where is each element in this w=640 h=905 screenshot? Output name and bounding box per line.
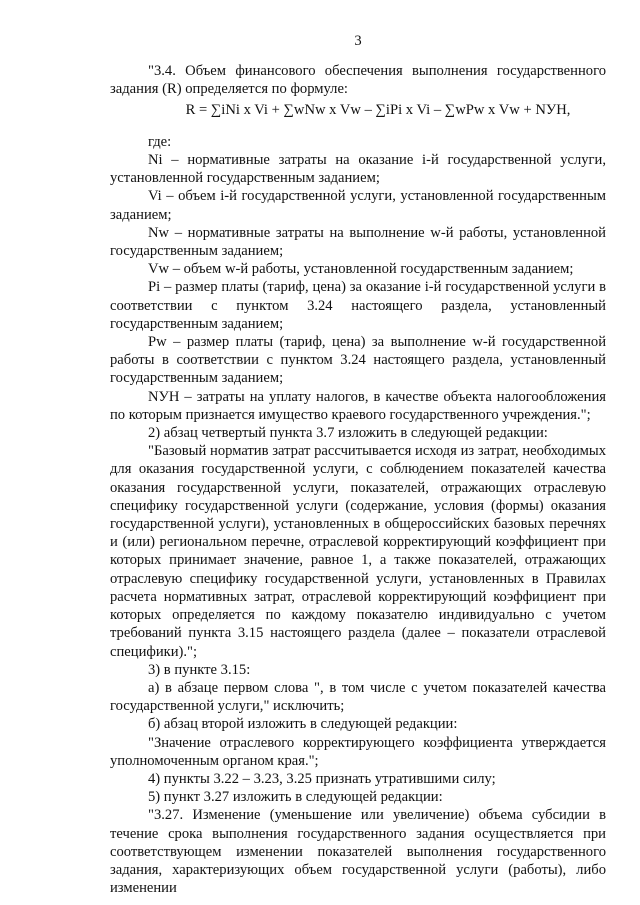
item-3a: а) в абзаце первом слова ", в том числе с учетом показателей качества государственной услуги," исключить;: [110, 679, 606, 715]
quote-5: "3.27. Изменение (уменьшение или увеличение) объема субсидии в течение срока выполнения государственного задания осуществляется при соответствующем изменении показателей выполнения государственного задания, характеризующих объем государственной услуги (работы), либо изменении: [110, 807, 606, 897]
definition-nw: Nw – нормативные затраты на выполнение w-й работы, установленной государственным заданием;: [110, 224, 606, 260]
quote-2: "Базовый норматив затрат рассчитывается исходя из затрат, необходимых для оказания государственной услуги, с соблюдением показателей качества оказания государственной услуги, показателей, отражающих отраслевую специфику государственной услуги (содержание, условия (формы) оказания государственной услуги), установленных в общероссийских базовых перечнях и (или) региональном перечне, отраслевой корректирующий коэффициент при которых принимает значение, равное 1, а также показателей, отражающих отраслевую специфику государственной услуги, установленных в Правилах расчета нормативных затрат, отраслевой корректирующий коэффициент при которых определяется по каждому показателю индивидуально с учетом требований пункта 3.15 настоящего раздела (далее – показатели отраслевой специфики).";: [110, 443, 606, 660]
definition-pw: Pw – размер платы (тариф, цена) за выполнение w-й государственной работы в соответствии с пунктом 3.24 настоящего раздела, установленный государственным заданием;: [110, 334, 606, 387]
definition-nun: NУН – затраты на уплату налогов, в качестве объекта налогообложения по которым признается имущество краевого государственного учреждения.";: [110, 388, 606, 423]
definition-ni: Ni – нормативные затраты на оказание i-й государственной услуги, установленной государственным заданием;: [110, 152, 606, 187]
item-3: 3) в пункте 3.15:: [148, 661, 251, 678]
quote-3b: "Значение отраслевого корректирующего коэффициента утверждается уполномоченным органом края.";: [110, 734, 606, 769]
item-4: 4) пункты 3.22 – 3.23, 3.25 признать утратившими силу;: [148, 770, 496, 787]
definition-pi: Pi – размер платы (тариф, цена) за оказание i-й государственной услуги в соответствии с пунктом 3.24 настоящего раздела, установленный государственным заданием;: [110, 279, 606, 332]
formula: R = ∑iNi x Vi + ∑wNw x Vw – ∑iPi x Vi – ∑wPw x Vw + NУН,: [185, 101, 571, 118]
item-2: 2) абзац четвертый пункта 3.7 изложить в следующей редакции:: [148, 425, 548, 442]
definition-vi: Vi – объем i-й государственной услуги, установленной государственным заданием;: [110, 188, 606, 223]
paragraph-3-4: "3.4. Объем финансового обеспечения выполнения государственного задания (R) определяется по формуле:: [110, 63, 606, 98]
definition-vw: Vw – объем w-й работы, установленной государственным заданием;: [148, 261, 574, 278]
item-3b: б) абзац второй изложить в следующей редакции:: [148, 716, 458, 733]
paragraph-where: где:: [148, 133, 172, 150]
item-5: 5) пункт 3.27 изложить в следующей редакции:: [148, 789, 443, 806]
page-number: 3: [354, 33, 362, 49]
